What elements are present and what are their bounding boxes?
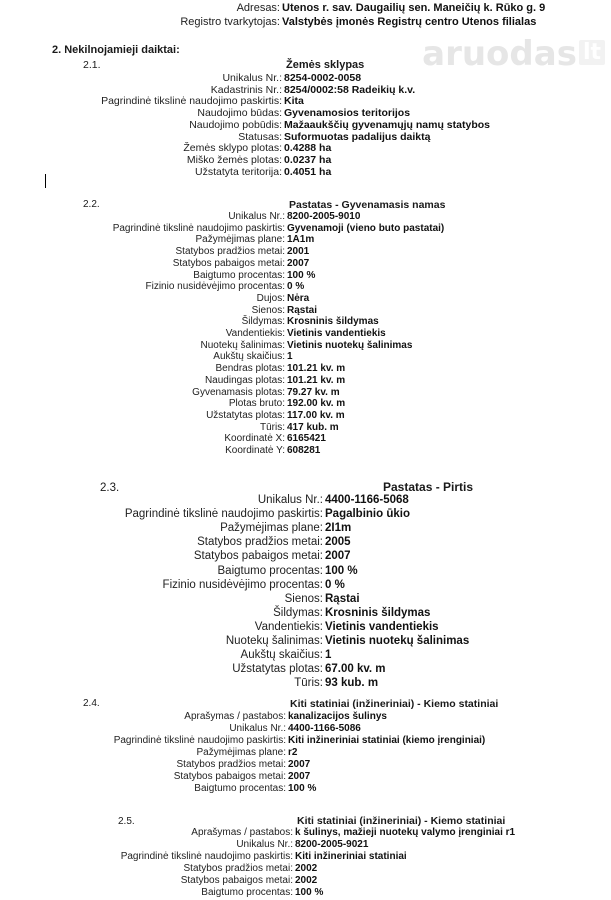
field-label: Statybos pabaigos metai: [173,771,286,782]
field-label: Fizinio nusidėvėjimo procentas: [162,578,323,591]
field-value: Krosninis šildymas [325,606,431,619]
field-value: 2007 [288,771,311,782]
field-value: 2002 [295,875,318,886]
field-row [0,363,345,375]
field-row [0,851,407,863]
section-title: 2. Nekilnojamieji daiktai: [52,44,180,56]
field-label: Pažymėjimas plane: [220,522,323,535]
field-row [0,607,430,619]
field-value: 8200-2005-9021 [295,839,369,850]
field-row [0,663,386,675]
field-value: Vietinis vandentiekis [287,328,386,339]
field-label: Tūris: [294,677,323,690]
field-row [0,783,316,795]
field-row [0,579,345,591]
field-label: Koordinatė Y: [225,445,285,456]
field-label: Pagrindinė tikslinė naudojimo paskirtis: [124,508,323,521]
field-value: 417 kub. m [287,421,339,433]
field-label: Baigtumo procentas: [201,887,293,898]
field-value: 1A1m [287,234,315,246]
field-value: Gyvenamosios teritorijos [284,107,411,120]
field-label: Dujos: [256,292,285,304]
field-label: Unikalus Nr.: [229,723,286,734]
field-row [0,351,293,363]
field-row [0,536,351,548]
field-label: Nuotekų šalinimas: [225,635,323,647]
field-value: Rąstai [325,592,360,605]
field-row [0,565,358,577]
field-value: 0.0237 ha [284,153,332,166]
item-number: 2.1. [83,59,101,71]
field-label: Gyvenamasis plotas: [192,386,285,398]
field-value: Kita [284,95,304,108]
item-number: 2.5. [118,816,135,827]
field-value: 100 % [325,564,358,577]
field-value: Suformuotas padalijus daiktą [284,130,431,143]
field-label: Unikalus Nr.: [257,494,323,506]
field-value: 6165421 [287,433,326,445]
field-label: Užstatytas plotas: [232,663,323,676]
field-value: 4400-1166-5086 [288,723,361,734]
address-label: Adresas: [236,2,280,14]
field-row [0,621,439,633]
field-value: 0.4288 ha [284,142,332,155]
field-value: Pagalbinio ūkio [325,508,410,521]
field-label: Statybos pradžios metai: [175,246,285,258]
field-value: 8200-2005-9010 [287,211,361,222]
field-row [0,316,379,328]
field-value: Nėra [287,292,310,304]
field-row [0,771,310,783]
field-label: Šildymas: [241,316,285,328]
field-row [0,445,320,457]
field-value: 2005 [325,536,351,549]
field-row [0,340,412,352]
field-value: 93 kub. m [325,677,379,690]
item-number: 2.3. [100,482,120,494]
field-label: Miško žemės plotas: [186,153,282,166]
field-value: 101.21 kv. m [287,374,346,386]
field-row [0,723,361,735]
field-row [0,827,515,839]
field-label: Statybos pradžios metai: [183,863,293,874]
field-label: Pagrindinė tikslinė naudojimo paskirtis: [101,95,282,108]
field-row [0,234,314,246]
field-label: Aprašymas / pastabos: [184,711,286,722]
field-row [0,258,309,270]
field-row [0,593,360,605]
field-row [0,398,345,410]
item-heading: Pastatas - Pirtis [383,480,474,494]
field-label: Naudojimo būdas: [197,107,282,120]
field-row [0,747,297,759]
field-label: Plotas bruto: [228,398,285,410]
field-label: Baigtumo procentas: [193,269,285,281]
field-label: Statybos pabaigos metai: [180,875,293,886]
field-value: 79.27 kv. m [287,386,340,398]
field-value: 0 % [325,578,345,591]
field-row [0,387,340,399]
field-label: Sienos: [251,304,285,316]
field-value: Kiti inžineriniai statiniai [295,851,407,862]
field-row [0,293,309,305]
field-label: Statybos pabaigos metai: [172,257,285,269]
field-row [0,863,317,875]
field-row [0,875,317,887]
field-value: Rąstai [287,304,318,316]
field-label: Pažymėjimas plane: [195,234,285,246]
field-value: Krosninis šildymas [287,316,379,328]
field-label: Pagrindinė tikslinė naudojimo paskirtis: [120,851,293,862]
field-label: Baigtumo procentas: [217,564,323,577]
field-label: Vandentiekis: [254,620,323,633]
field-label: Užstatyta teritorija: [195,165,282,178]
watermark-logo: aruodas lt [422,34,605,74]
field-row [0,270,315,282]
field-value: r2 [288,747,298,758]
field-row [0,550,351,562]
field-row [0,95,304,107]
item-number: 2.2. [83,199,100,210]
field-row [0,711,387,723]
field-value: 117.00 kv. m [287,409,345,421]
field-label: Tūris: [260,421,285,433]
field-value: 192.00 kv. m [287,398,346,410]
field-row [0,422,339,434]
field-value: k šulinys, mažieji nuotekų valymo įrenginiai r1 [295,827,516,838]
field-value: 608281 [287,445,321,456]
field-row [0,677,378,689]
field-row [0,522,351,534]
field-value: 8254-0002-0058 [284,72,362,84]
field-value: Gyvenamoji (vieno buto pastatai) [287,222,445,234]
field-value: 1 [325,649,332,662]
field-row [0,154,331,166]
field-label: Unikalus Nr.: [236,839,293,850]
field-label: Aukštų skaičius: [240,649,323,662]
field-label: Žemės sklypo plotas: [183,142,282,155]
field-label: Unikalus Nr.: [228,211,285,222]
field-label: Pažymėjimas plane: [196,747,286,758]
field-value: 2007 [287,257,310,269]
field-row [0,223,444,235]
field-label: Sienos: [284,592,323,605]
field-row [0,72,361,84]
field-value: Vietinis nuotekų šalinimas [287,339,413,351]
field-row [0,494,409,506]
field-label: Fizinio nusidėvėjimo procentas: [145,281,285,293]
field-label: Nuotekų šalinimas: [200,339,285,351]
field-label: Naudingas plotas: [204,374,285,386]
field-row [0,410,345,422]
field-value: 2002 [295,863,318,874]
field-row [0,166,331,178]
field-value: 4400-1166-5068 [325,494,409,506]
item-heading: Kiti statiniai (inžineriniai) - Kiemo statiniai [290,698,499,710]
field-value: 100 % [295,887,324,898]
field-label: Koordinatė X: [224,433,285,445]
field-label: Kadastrinis Nr.: [210,83,282,96]
field-label: Unikalus Nr.: [222,72,282,84]
field-label: Šildymas: [273,606,323,619]
field-row [0,119,490,131]
field-row [0,887,323,899]
field-value: 2007 [288,759,311,770]
registrar-label: Registro tvarkytojas: [180,16,280,28]
field-label: Statybos pradžios metai: [197,536,323,549]
field-value: 67.00 kv. m [325,663,386,676]
field-value: 101.21 kv. m [287,363,346,375]
item-heading: Kiti statiniai (inžineriniai) - Kiemo statiniai [297,815,506,827]
field-row [0,211,360,223]
field-label: Naudojimo pobūdis: [189,118,282,131]
field-row [0,508,410,520]
field-row [0,142,331,154]
field-row [0,84,415,96]
field-row [0,759,310,771]
field-label: Vandentiekis: [225,328,285,339]
field-row [0,839,368,851]
field-value: 100 % [287,269,316,281]
field-value: 8254/0002:58 Radeikių k.v. [284,83,416,96]
field-value: Vietinis vandentiekis [325,620,439,633]
field-row [0,107,410,119]
field-row [0,649,331,661]
field-label: Užstatytas plotas: [206,409,285,421]
field-value: 1 [287,351,293,363]
field-label: Pagrindinė tikslinė naudojimo paskirtis: [112,222,285,234]
field-row [0,281,304,293]
field-value: kanalizacijos šulinys [288,711,387,722]
field-label: Statybos pabaigos metai: [193,550,323,563]
item-number: 2.4. [83,698,100,709]
field-row [0,246,309,258]
field-row [0,635,469,647]
field-value: Kiti inžineriniai statiniai (kiemo įrenginiai) [288,735,486,746]
field-row [0,433,326,445]
field-value: 0 % [287,281,305,293]
field-row [0,328,386,340]
field-value: 2007 [325,550,351,563]
field-row [0,735,485,747]
field-value: 2I1m [325,522,352,535]
address-value: Utenos r. sav. Daugailių sen. Maneičių k. Rūko g. 9 [282,2,546,14]
item-heading: Žemės sklypas [286,59,365,71]
field-row [0,131,430,143]
field-value: 2001 [287,246,310,258]
field-label: Pagrindinė tikslinė naudojimo paskirtis: [113,735,286,746]
field-row [0,305,317,317]
registrar-value: Valstybės įmonės Registrų centro Utenos filialas [282,16,537,28]
item-heading: Pastatas - Gyvenamasis namas [289,199,446,211]
field-row [0,375,345,387]
field-value: Vietinis nuotekų šalinimas [325,635,470,647]
field-label: Statusas: [238,130,282,143]
field-label: Aprašymas / pastabos: [191,827,293,838]
field-label: Baigtumo procentas: [194,783,286,794]
field-label: Aukštų skaičius: [213,351,285,363]
registrar-row [0,16,611,29]
field-value: 100 % [288,783,317,794]
field-value: Mažaaukščių gyvenamųjų namų statybos [284,118,490,131]
field-label: Statybos pradžios metai: [176,759,286,770]
address-row [0,2,611,15]
field-label: Bendras plotas: [215,363,285,375]
field-value: 0.4051 ha [284,165,332,178]
